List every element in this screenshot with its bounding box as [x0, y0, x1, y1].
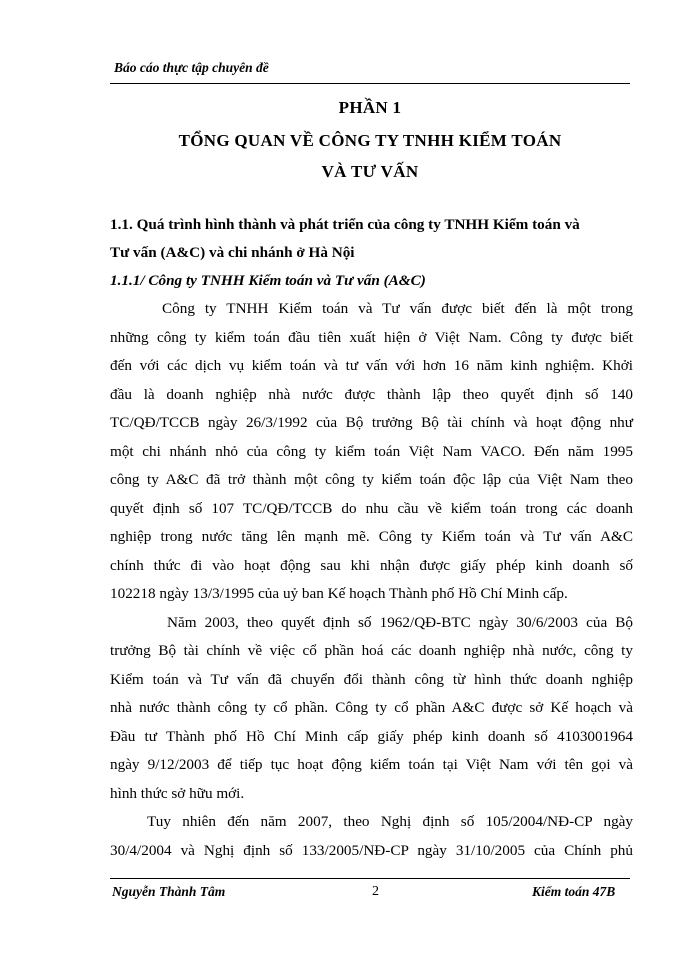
paragraph-3-line: Tuy nhiên đến năm 2007, theo Nghị định số 105/2004/NĐ-CP ngày [147, 813, 633, 830]
paragraph-2-line: Kiểm toán và Tư vấn đã chuyển đổi thành công từ hình thức doanh nghiệp [110, 671, 633, 688]
paragraph-1-line: một chi nhánh nhỏ của công ty kiểm toán Việt Nam VACO. Đến năm 1995 [110, 443, 633, 460]
paragraph-2-line: trưởng Bộ tài chính về việc cổ phần hoá các doanh nghiệp nhà nước, công ty [110, 642, 633, 659]
paragraph-2-line: hình thức sở hữu mới. [110, 785, 245, 802]
paragraph-2-line: Đầu tư Thành phố Hồ Chí Minh cấp giấy phép kinh doanh số 4103001964 [110, 728, 633, 745]
paragraph-1-line: nghiệp trong nước tăng lên mạnh mẽ. Công ty Kiểm toán và Tư vấn A&C [110, 528, 633, 545]
page-header-title: Báo cáo thực tập chuyên đề [114, 60, 269, 75]
paragraph-2-line: ngày 9/12/2003 để tiếp tục hoạt động kiểm toán tại Việt Nam với tên gọi và [110, 756, 633, 773]
paragraph-2-line: nhà nước thành công ty cổ phần. Công ty cổ phần A&C được sở Kế hoạch và [110, 699, 633, 716]
paragraph-1-line: 102218 ngày 13/3/1995 của uỷ ban Kế hoạch Thành phố Hồ Chí Minh cấp. [110, 585, 568, 602]
footer-rule [110, 878, 630, 879]
header-rule [110, 83, 630, 84]
paragraph-1-line: quyết định số 107 TC/QĐ/TCCB do nhu cầu về kiểm toán trong các doanh [110, 500, 633, 517]
paragraph-1-line: công ty A&C đã trở thành một công ty kiểm toán độc lập của Việt Nam theo [110, 471, 633, 488]
paragraph-1-line: chính thức đi vào hoạt động sau khi nhận được giấy phép kinh doanh số [110, 557, 633, 574]
page-number: 2 [372, 884, 379, 899]
chapter-title-line-1: TỔNG QUAN VỀ CÔNG TY TNHH KIỂM TOÁN [178, 131, 562, 150]
paragraph-1-line: đến với các dịch vụ kiểm toán và tư vấn với hơn 16 năm kinh nghiệm. Khởi [110, 357, 633, 374]
section-heading-line-2: Tư vấn (A&C) và chi nhánh ở Hà Nội [110, 244, 355, 261]
paragraph-2-line: Năm 2003, theo quyết định số 1962/QĐ-BTC ngày 30/6/2003 của Bộ [167, 614, 633, 631]
paragraph-3-line: 30/4/2004 và Nghị định số 133/2005/NĐ-CP ngày 31/10/2005 của Chính phủ [110, 842, 633, 859]
part-heading: PHẦN 1 [338, 98, 402, 117]
paragraph-1-line: đầu là doanh nghiệp nhà nước được thành lập theo quyết định số 140 [110, 386, 633, 403]
paragraph-1-line: những công ty kiểm toán đầu tiên xuất hiện ở Việt Nam. Công ty được biết [110, 329, 633, 346]
footer-author: Nguyễn Thành Tâm [112, 884, 226, 899]
footer-class: Kiểm toán 47B [532, 884, 616, 899]
paragraph-1-line: Công ty TNHH Kiểm toán và Tư vấn được biết đến là một trong [162, 300, 633, 317]
chapter-title-line-2: VÀ TƯ VẤN [321, 162, 419, 181]
section-heading-line-1: 1.1. Quá trình hình thành và phát triển của công ty TNHH Kiểm toán và [110, 216, 580, 233]
paragraph-1-line: TC/QĐ/TCCB ngày 26/3/1992 của Bộ trưởng Bộ tài chính và hoạt động như [110, 414, 633, 431]
subsection-heading: 1.1.1/ Công ty TNHH Kiểm toán và Tư vấn (A&C) [110, 272, 426, 289]
